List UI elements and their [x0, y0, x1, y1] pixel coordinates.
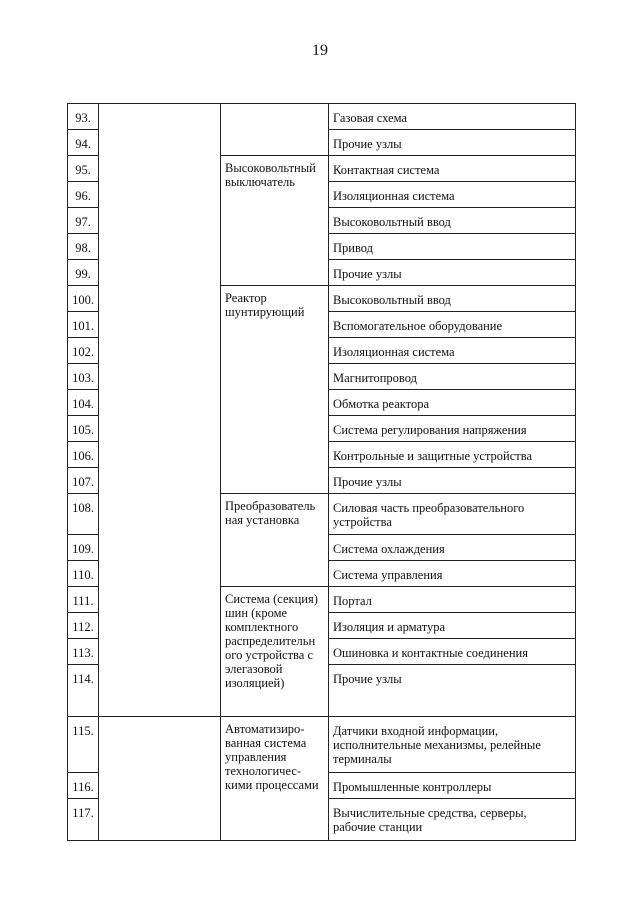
- row-number: 114.: [68, 665, 99, 717]
- row-number: 103.: [68, 364, 99, 390]
- component-cell: Изоляция и арматура: [329, 613, 576, 639]
- equipment-group-cell: Автоматизиро- ванная система управления технологичес- кими процессами: [221, 717, 329, 841]
- row-number: 113.: [68, 639, 99, 665]
- row-number: 102.: [68, 338, 99, 364]
- component-cell: Ошиновка и контактные соединения: [329, 639, 576, 665]
- row-number: 109.: [68, 535, 99, 561]
- component-cell: Высоковольтный ввод: [329, 208, 576, 234]
- component-cell: Магнитопровод: [329, 364, 576, 390]
- page-number: 19: [312, 42, 328, 59]
- row-number: 116.: [68, 773, 99, 799]
- row-number: 117.: [68, 799, 99, 841]
- row-number: 111.: [68, 587, 99, 613]
- row-number: 99.: [68, 260, 99, 286]
- row-number: 104.: [68, 390, 99, 416]
- component-cell: Вспомогательное оборудование: [329, 312, 576, 338]
- equipment-group-cell: [221, 104, 329, 156]
- component-cell: Система охлаждения: [329, 535, 576, 561]
- component-cell: Изоляционная система: [329, 182, 576, 208]
- component-cell: Система регулирования напряжения: [329, 416, 576, 442]
- component-cell: Промышленные контроллеры: [329, 773, 576, 799]
- row-number: 105.: [68, 416, 99, 442]
- row-number: 115.: [68, 717, 99, 773]
- row-number: 96.: [68, 182, 99, 208]
- component-cell: Датчики входной информации, исполнительные механизмы, релейные терминалы: [329, 717, 576, 773]
- component-cell: Силовая часть преобразовательного устройства: [329, 494, 576, 535]
- component-cell: Обмотка реактора: [329, 390, 576, 416]
- equipment-group-cell: Реактор шунтирующий: [221, 286, 329, 494]
- component-cell: Привод: [329, 234, 576, 260]
- row-number: 107.: [68, 468, 99, 494]
- row-number: 101.: [68, 312, 99, 338]
- component-cell: Высоковольтный ввод: [329, 286, 576, 312]
- row-number: 112.: [68, 613, 99, 639]
- row-number: 108.: [68, 494, 99, 535]
- row-number: 98.: [68, 234, 99, 260]
- row-number: 100.: [68, 286, 99, 312]
- blank-column-cell: [99, 717, 221, 841]
- blank-column-cell: [99, 104, 221, 717]
- component-cell: Контактная система: [329, 156, 576, 182]
- equipment-table: [67, 103, 576, 841]
- component-cell: Портал: [329, 587, 576, 613]
- row-number: 95.: [68, 156, 99, 182]
- row-number: 93.: [68, 104, 99, 130]
- component-cell: Контрольные и защитные устройства: [329, 442, 576, 468]
- row-number: 94.: [68, 130, 99, 156]
- table-row: [68, 104, 576, 130]
- component-cell: Изоляционная система: [329, 338, 576, 364]
- component-cell: Прочие узлы: [329, 468, 576, 494]
- component-cell: Прочие узлы: [329, 665, 576, 717]
- component-cell: Вычислительные средства, серверы, рабочие станции: [329, 799, 576, 841]
- row-number: 106.: [68, 442, 99, 468]
- component-cell: Газовая схема: [329, 104, 576, 130]
- table-row: [68, 717, 576, 773]
- equipment-group-cell: Преобразователь ная установка: [221, 494, 329, 587]
- component-cell: Прочие узлы: [329, 260, 576, 286]
- component-cell: Прочие узлы: [329, 130, 576, 156]
- component-cell: Система управления: [329, 561, 576, 587]
- equipment-group-cell: Высоковольтный выключатель: [221, 156, 329, 286]
- equipment-group-cell: Система (секция) шин (кроме комплектного распределительн ого устройства с элегазовой изоляцией): [221, 587, 329, 717]
- row-number: 97.: [68, 208, 99, 234]
- row-number: 110.: [68, 561, 99, 587]
